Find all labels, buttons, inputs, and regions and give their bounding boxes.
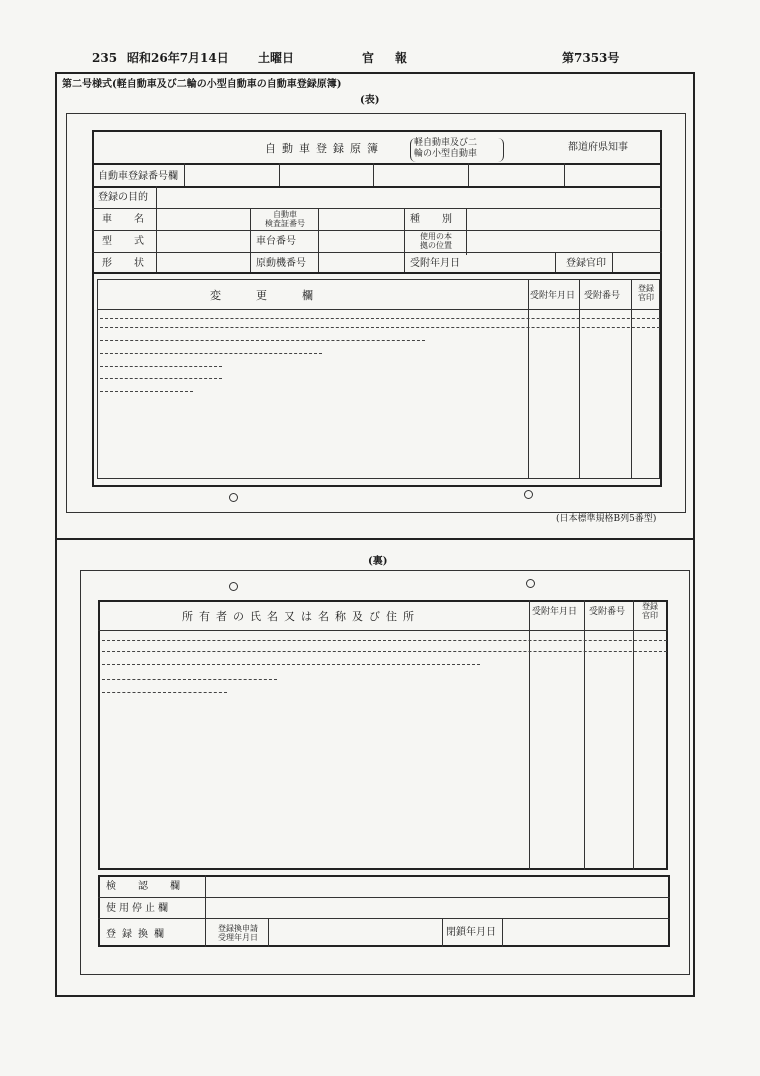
prefectural-governor: 都道府県知事 xyxy=(568,142,628,153)
closing-date-label: 閉鎖年月日 xyxy=(446,927,496,938)
punch-hole xyxy=(526,579,535,588)
gazette-title-2: 報 xyxy=(395,51,408,65)
changes-label: 変 更 欄 xyxy=(210,289,325,302)
weekday: 土曜日 xyxy=(258,51,295,65)
page-number: 235 xyxy=(92,51,118,65)
rule xyxy=(502,918,503,947)
suspension-label: 使用停止欄 xyxy=(106,903,171,914)
standard-size-note: (日本標準規格B列5番型) xyxy=(556,514,657,524)
dashed-entry-line xyxy=(100,327,660,328)
rule xyxy=(205,875,206,947)
dashed-entry-line xyxy=(100,353,322,354)
back-col-registrar-seal: 登録 官印 xyxy=(642,602,658,620)
dashed-entry-line xyxy=(100,366,222,367)
rule xyxy=(612,252,613,272)
dashed-entry-line xyxy=(102,640,667,641)
rule xyxy=(92,252,662,253)
title-note-line-1: 軽自動車及び二 xyxy=(414,138,478,148)
issue-date: 昭和26年7月14日 xyxy=(127,51,229,65)
back-col-received-number: 受附番号 xyxy=(589,607,626,617)
vehicle-type-label: 種 別 xyxy=(410,214,458,225)
rule xyxy=(318,208,319,272)
col-received-date: 受附年月日 xyxy=(530,291,576,301)
rule xyxy=(564,163,565,186)
dashed-entry-line xyxy=(100,318,660,319)
rule xyxy=(92,163,662,165)
rule xyxy=(555,252,556,272)
title-note-line-2: 輪の小型自動車 xyxy=(414,149,478,159)
registrar-seal-label: 登録官印 xyxy=(566,258,606,269)
col-received-number: 受附番号 xyxy=(584,291,621,301)
rule xyxy=(373,163,374,186)
rule xyxy=(98,630,668,631)
rule xyxy=(156,186,157,272)
inspection-cert-label: 自動車 検査証番号 xyxy=(265,210,305,228)
back-col-received-date: 受附年月日 xyxy=(532,607,578,617)
fold-line xyxy=(55,538,695,540)
chassis-number-label: 車台番号 xyxy=(256,236,296,247)
register-title: 自動車登録原簿 xyxy=(265,142,384,155)
owner-label: 所有者の氏名又は名称及び住所 xyxy=(182,610,420,623)
dashed-entry-line xyxy=(102,664,480,665)
front-side-label: (表) xyxy=(360,95,380,106)
rule xyxy=(442,918,443,947)
rule xyxy=(404,208,405,272)
rule xyxy=(97,309,660,310)
rule xyxy=(92,272,662,274)
location-label: 使用の本 拠の位置 xyxy=(420,232,452,250)
issue-number: 第7353号 xyxy=(562,51,620,65)
dashed-entry-line xyxy=(100,378,222,379)
rule xyxy=(92,230,662,231)
rule xyxy=(279,163,280,186)
rule xyxy=(98,918,670,919)
received-date-label: 受附年月日 xyxy=(410,258,460,269)
purpose-label: 登録の目的 xyxy=(98,192,148,203)
punch-hole xyxy=(524,490,533,499)
reg-number-label: 自動車登録番号欄 xyxy=(98,171,178,182)
punch-hole xyxy=(229,493,238,502)
dashed-entry-line xyxy=(102,692,227,693)
form-caption: 第二号様式(軽自動車及び二輪の小型自動車の自動車登録原簿) xyxy=(62,79,342,90)
rule xyxy=(268,918,269,947)
col-registrar-seal: 登録 官印 xyxy=(638,284,654,302)
shape-label: 形 状 xyxy=(102,258,150,269)
rule xyxy=(98,897,670,898)
rule xyxy=(184,163,185,186)
rule xyxy=(92,186,662,188)
replacement-label: 登録換欄 xyxy=(106,929,170,940)
car-name-label: 車 名 xyxy=(102,214,150,225)
dashed-entry-line xyxy=(100,391,193,392)
dashed-entry-line xyxy=(102,651,667,652)
engine-number-label: 原動機番号 xyxy=(256,258,306,269)
model-label: 型 式 xyxy=(102,236,150,247)
rule xyxy=(250,208,251,272)
dashed-entry-line xyxy=(100,340,425,341)
dashed-entry-line xyxy=(102,679,277,680)
rule xyxy=(92,208,662,209)
punch-hole xyxy=(229,582,238,591)
rule xyxy=(466,208,467,255)
back-side-label: (裏) xyxy=(368,556,388,567)
gazette-title-1: 官 xyxy=(362,51,375,65)
rule xyxy=(468,163,469,186)
replacement-request-date-label: 登録換申請 受理年月日 xyxy=(218,924,258,942)
confirmation-label: 検 認 欄 xyxy=(106,881,186,892)
